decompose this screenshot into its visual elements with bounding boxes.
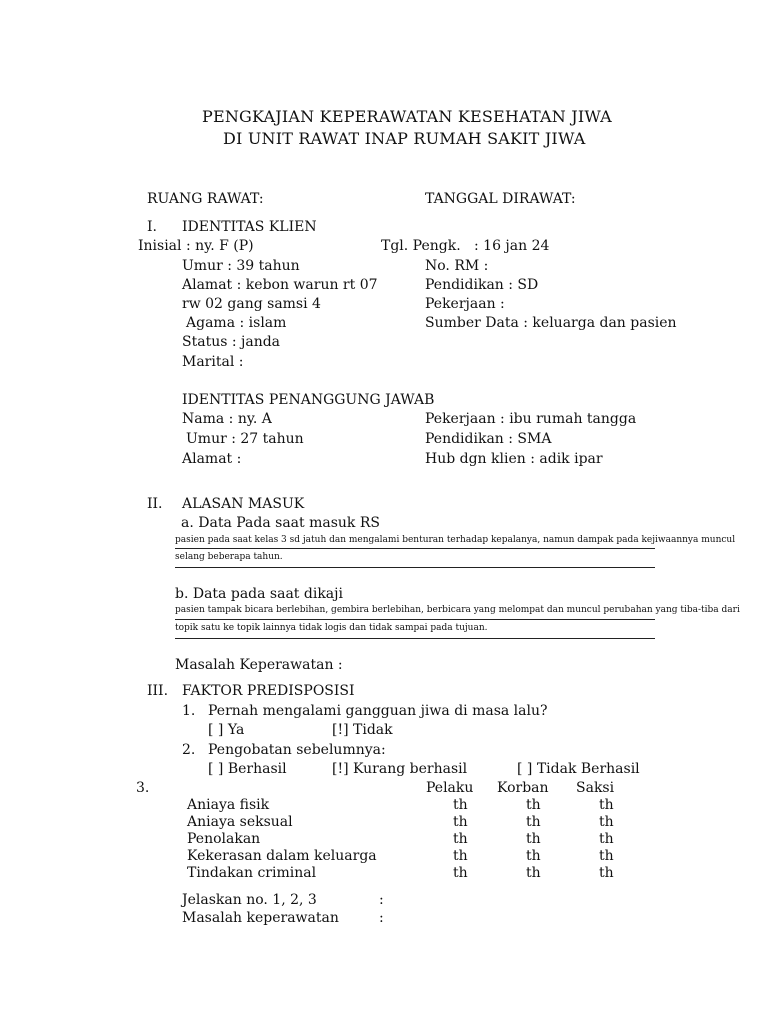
section1-number: I.	[147, 219, 157, 235]
pj-pendidikan-field: Pendidikan : SMA	[425, 431, 552, 447]
ruang-rawat-label: RUANG RAWAT:	[147, 191, 264, 207]
q2-option-kurang: [!] Kurang berhasil	[332, 761, 468, 777]
row-value: th	[453, 848, 468, 864]
row-label: Tindakan criminal	[187, 865, 317, 881]
section3-heading: FAKTOR PREDISPOSISI	[182, 683, 355, 699]
status-field: Status : janda	[182, 334, 281, 350]
section2-heading: ALASAN MASUK	[182, 496, 305, 512]
pendidikan-field: Pendidikan : SD	[425, 277, 539, 293]
row-value: th	[599, 831, 614, 847]
data-masuk-underline2	[175, 567, 655, 568]
masalah-keperawatan-iii-colon: :	[379, 910, 384, 926]
data-dikaji-line1: pasien tampak bicara berlebihan, gembira berlebihan, berbicara yang melompat dan muncul perubahan yang tiba-tiba dari	[175, 605, 740, 615]
column-header-saksi: Saksi	[576, 780, 615, 796]
section1-heading: IDENTITAS KLIEN	[182, 219, 317, 235]
jelaskan-label: Jelaskan no. 1, 2, 3	[182, 892, 317, 908]
row-value: th	[526, 831, 541, 847]
row-label: Penolakan	[187, 831, 261, 847]
row-value: th	[453, 797, 468, 813]
row-value: th	[526, 848, 541, 864]
row-label: Kekerasan dalam keluarga	[187, 848, 377, 864]
q1-number: 1.	[182, 703, 196, 719]
q1-question: Pernah mengalami gangguan jiwa di masa lalu?	[208, 703, 548, 719]
q2-question: Pengobatan sebelumnya:	[208, 742, 386, 758]
data-masuk-label: a. Data Pada saat masuk RS	[181, 515, 380, 531]
marital-field: Marital :	[182, 354, 244, 370]
row-value: th	[453, 831, 468, 847]
jelaskan-colon: :	[379, 892, 384, 908]
sumber-data-field: Sumber Data : keluarga dan pasien	[425, 315, 677, 331]
row-value: th	[599, 797, 614, 813]
tanggal-dirawat-label: TANGGAL DIRAWAT:	[425, 191, 576, 207]
q3-number: 3.	[136, 780, 150, 796]
agama-field: Agama : islam	[186, 315, 287, 331]
pj-pekerjaan-field: Pekerjaan : ibu rumah tangga	[425, 411, 637, 427]
alamat-field: Alamat : kebon warun rt 07	[182, 277, 378, 293]
masalah-keperawatan-label: Masalah Keperawatan :	[175, 657, 343, 673]
masalah-keperawatan-iii-label: Masalah keperawatan	[182, 910, 339, 926]
row-label: Aniaya seksual	[187, 814, 293, 830]
pj-hub-field: Hub dgn klien : adik ipar	[425, 451, 603, 467]
q2-option-tidak: [ ] Tidak Berhasil	[517, 761, 640, 777]
data-masuk-line2: selang beberapa tahun.	[175, 552, 283, 562]
row-value: th	[526, 865, 541, 881]
row-value: th	[453, 814, 468, 830]
q1-option-ya: [ ] Ya	[208, 722, 245, 738]
data-dikaji-label: b. Data pada saat dikaji	[175, 586, 343, 602]
document-title-line1: PENGKAJIAN KEPERAWATAN KESEHATAN JIWA	[202, 107, 612, 126]
row-value: th	[599, 865, 614, 881]
q1-option-tidak: [!] Tidak	[332, 722, 393, 738]
umur-field: Umur : 39 tahun	[182, 258, 300, 274]
row-value: th	[526, 814, 541, 830]
tgl-pengk-value: : 16 jan 24	[474, 238, 550, 254]
alamat-continuation: rw 02 gang samsi 4	[182, 296, 321, 312]
section3-number: III.	[147, 683, 169, 699]
row-value: th	[526, 797, 541, 813]
row-value: th	[599, 814, 614, 830]
pj-alamat-field: Alamat :	[182, 451, 242, 467]
q2-number: 2.	[182, 742, 196, 758]
row-value: th	[453, 865, 468, 881]
column-header-korban: Korban	[497, 780, 549, 796]
data-dikaji-underline2	[175, 638, 655, 639]
q2-option-berhasil: [ ] Berhasil	[208, 761, 287, 777]
pj-umur-field: Umur : 27 tahun	[186, 431, 304, 447]
no-rm-field: No. RM :	[425, 258, 489, 274]
column-header-pelaku: Pelaku	[426, 780, 474, 796]
penanggung-heading: IDENTITAS PENANGGUNG JAWAB	[182, 392, 435, 408]
section2-number: II.	[147, 496, 163, 512]
document-title-line2: DI UNIT RAWAT INAP RUMAH SAKIT JIWA	[223, 129, 586, 148]
pekerjaan-field: Pekerjaan :	[425, 296, 505, 312]
pj-nama-field: Nama : ny. A	[182, 411, 272, 427]
inisial-field: Inisial : ny. F (P)	[138, 238, 254, 254]
tgl-pengk-label: Tgl. Pengk.	[381, 238, 461, 254]
data-masuk-underline1	[175, 548, 655, 549]
row-label: Aniaya fisik	[187, 797, 270, 813]
data-dikaji-line2: topik satu ke topik lainnya tidak logis dan tidak sampai pada tujuan.	[175, 623, 488, 633]
data-dikaji-underline1	[175, 619, 655, 620]
data-masuk-line1: pasien pada saat kelas 3 sd jatuh dan mengalami benturan terhadap kepalanya, namun dampak pada kejiwaannya muncul	[175, 535, 736, 545]
row-value: th	[599, 848, 614, 864]
